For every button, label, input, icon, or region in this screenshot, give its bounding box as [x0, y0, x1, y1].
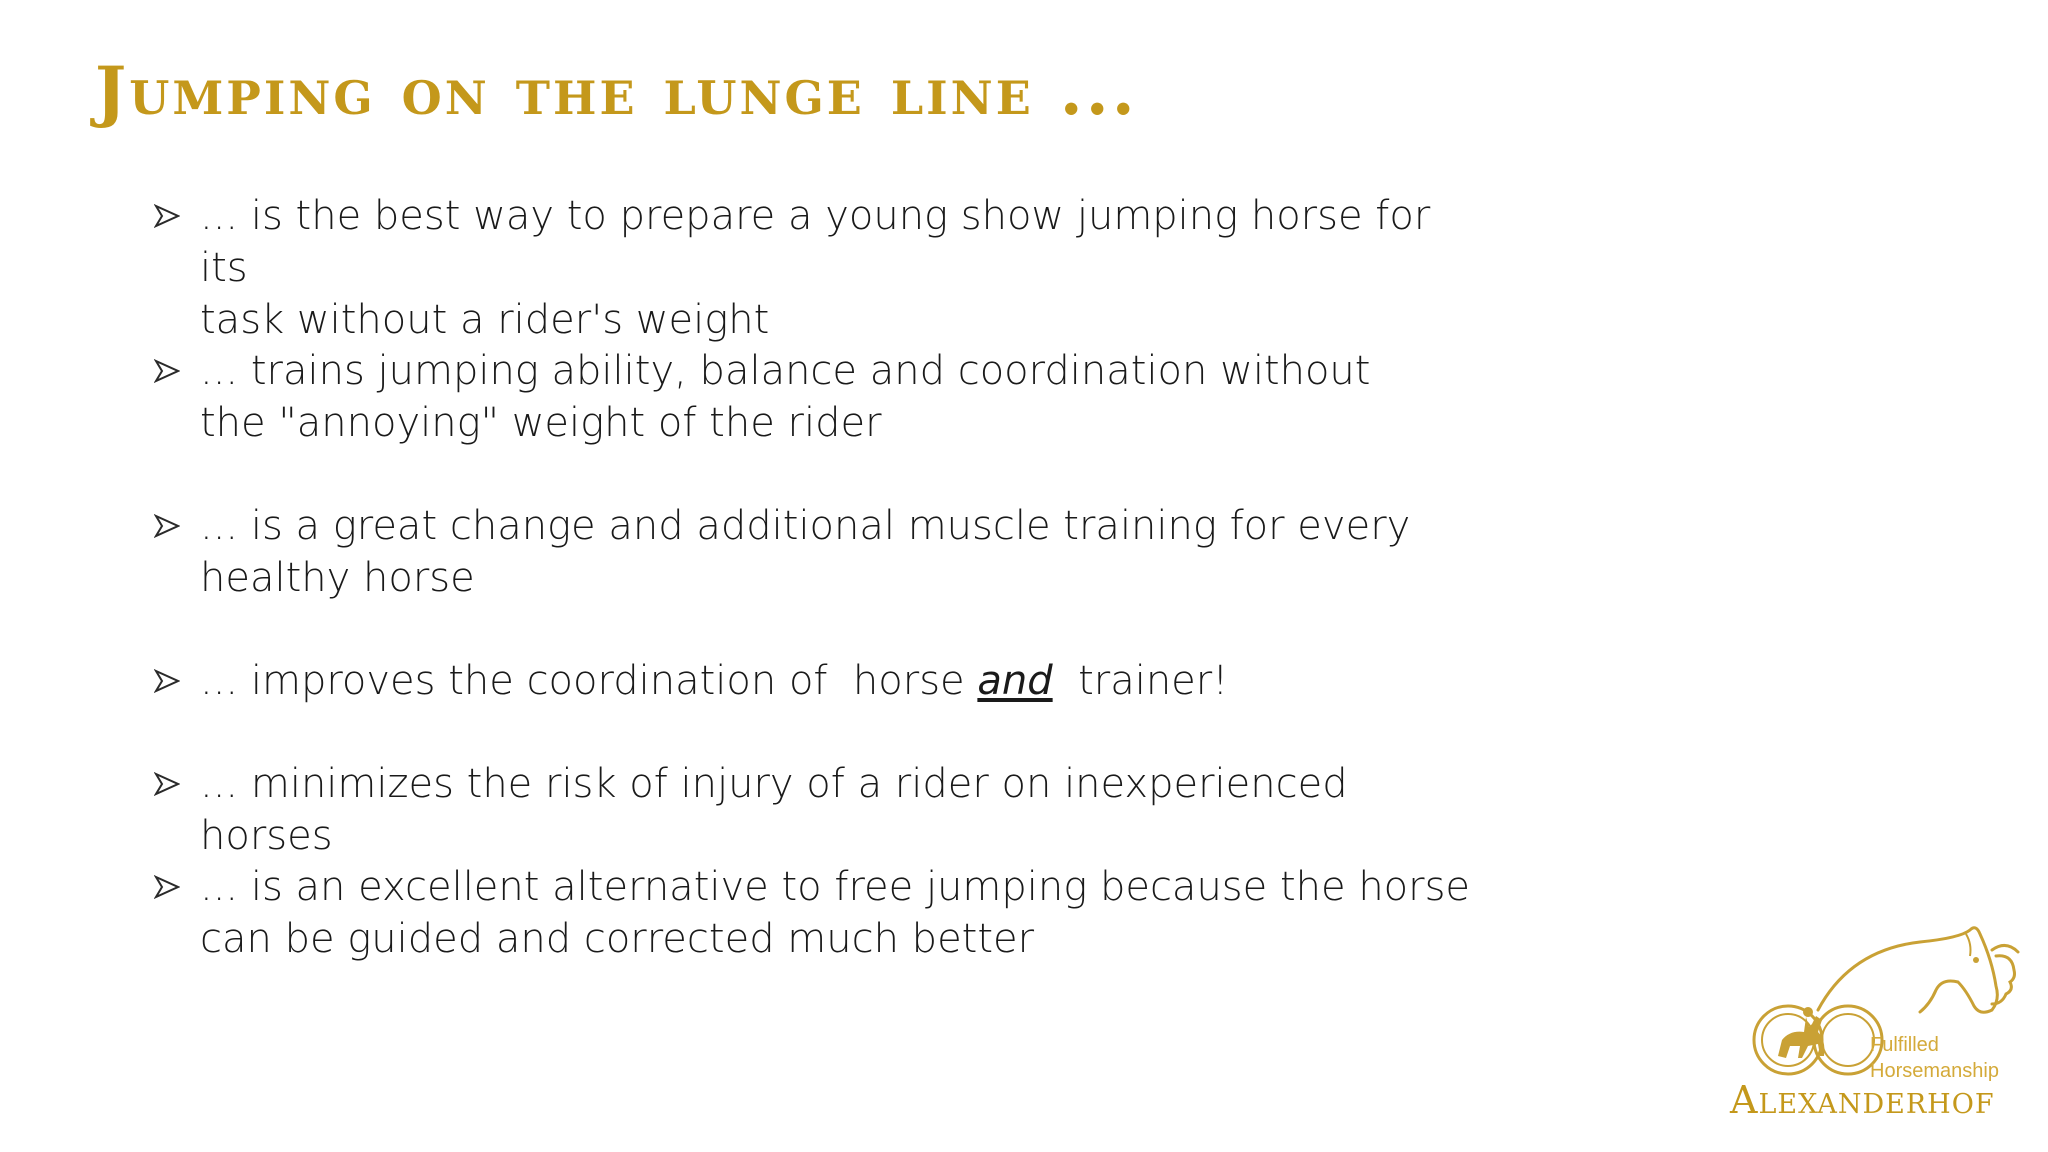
- alexanderhof-logo: [1730, 920, 2030, 1120]
- bullet-item: [150, 861, 1470, 965]
- arrow-bullet-icon: [154, 514, 180, 538]
- bullet-text-line: task without a rider's weight: [200, 297, 770, 343]
- bullet-text-line: ... is an excellent alternative to free jumping because the horse: [200, 864, 1471, 910]
- logo-name: Alexanderhof: [1730, 1078, 1995, 1122]
- bullet-text-line: ... trains jumping ability, balance and coordination without: [200, 348, 1371, 394]
- bullet-text-line: ... is a great change and additional muscle training for every: [200, 503, 1411, 549]
- bullet-item: [150, 655, 1228, 707]
- bullet-item: [150, 758, 1480, 862]
- arrow-bullet-icon: [154, 875, 180, 899]
- bullet-text-pre: ... improves the coordination of horse: [200, 658, 978, 704]
- arrow-bullet-icon: [154, 669, 180, 693]
- bullet-text-line: ... minimizes the risk of injury of a rider on inexperienced horses: [200, 761, 1348, 859]
- bullet-text-line: the "annoying" weight of the rider: [200, 400, 882, 446]
- bullet-item: [150, 190, 1480, 346]
- logo-tagline: [1870, 1032, 1999, 1084]
- bullet-item: [150, 345, 1370, 449]
- logo-tagline-line: Horsemanship: [1870, 1060, 1999, 1082]
- bullet-text-emphasis: and: [977, 658, 1053, 704]
- slide-title: Jumping on the lunge line ...: [95, 52, 1138, 130]
- bullet-text-line: ... is the best way to prepare a young show jumping horse for its: [200, 193, 1431, 291]
- bullet-text-line: healthy horse: [200, 555, 475, 601]
- bullet-text-post: trainer!: [1052, 658, 1229, 704]
- arrow-bullet-icon: [154, 772, 180, 796]
- bullet-item: [150, 500, 1410, 604]
- arrow-bullet-icon: [154, 204, 180, 228]
- bullet-text-line: can be guided and corrected much better: [200, 916, 1035, 962]
- logo-tagline-line: Fulfilled: [1870, 1034, 1939, 1056]
- arrow-bullet-icon: [154, 359, 180, 383]
